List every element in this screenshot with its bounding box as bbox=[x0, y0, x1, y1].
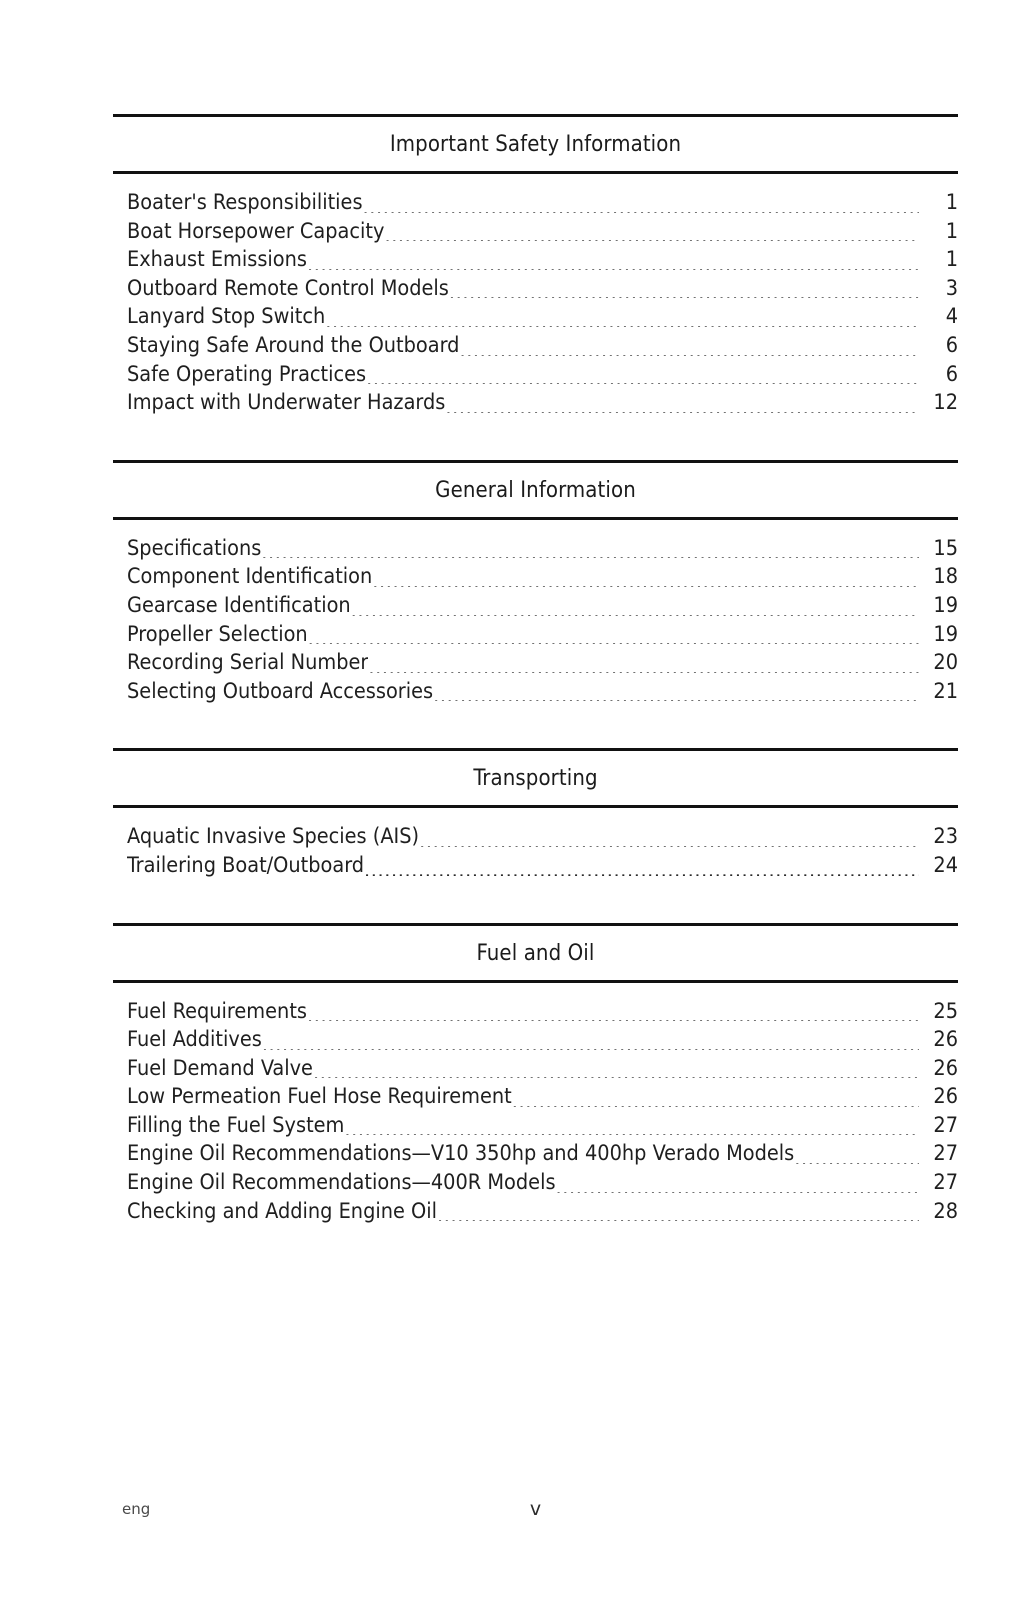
toc-entry[interactable] bbox=[113, 621, 958, 650]
toc-entry[interactable] bbox=[113, 1055, 958, 1084]
section-rule-top-inner bbox=[113, 923, 958, 926]
section-title: General Information bbox=[435, 477, 636, 503]
toc-entry-page-number: 1 bbox=[945, 218, 958, 244]
toc-entry-page-number: 27 bbox=[933, 1112, 958, 1138]
toc-entry-label: Recording Serial Number bbox=[127, 650, 369, 676]
toc-entry-page-number: 26 bbox=[933, 1027, 958, 1053]
toc-entry[interactable] bbox=[113, 535, 958, 564]
toc-entry-label: Gearcase Identification bbox=[127, 592, 351, 618]
section-title: Fuel and Oil bbox=[476, 940, 595, 966]
toc-entry-page-number: 3 bbox=[945, 275, 958, 301]
section-rule-bottom-inner bbox=[113, 171, 958, 174]
toc-entry-page-number: 1 bbox=[945, 247, 958, 273]
toc-section bbox=[113, 114, 958, 418]
toc-entry-label: Exhaust Emissions bbox=[127, 247, 307, 273]
toc-content bbox=[113, 114, 958, 1226]
toc-entry-page-number: 27 bbox=[933, 1141, 958, 1167]
toc-entry-page-number: 4 bbox=[945, 304, 958, 330]
toc-entry[interactable] bbox=[113, 563, 958, 592]
toc-leader-dots bbox=[372, 578, 919, 587]
toc-entry[interactable] bbox=[113, 389, 958, 418]
toc-entry-page-number: 20 bbox=[933, 650, 958, 676]
toc-entry-page-number: 19 bbox=[933, 592, 958, 618]
toc-entry[interactable] bbox=[113, 1198, 958, 1227]
toc-entry-list bbox=[113, 175, 958, 418]
toc-entry[interactable] bbox=[113, 1026, 958, 1055]
toc-leader-dots bbox=[366, 375, 919, 384]
toc-entry-page-number: 23 bbox=[933, 824, 958, 850]
toc-entry-page-number: 21 bbox=[933, 678, 958, 704]
section-rule-bottom-inner bbox=[113, 805, 958, 808]
toc-entry[interactable] bbox=[113, 1140, 958, 1169]
section-rule-bottom-inner bbox=[113, 517, 958, 520]
toc-entry[interactable] bbox=[113, 1169, 958, 1198]
toc-leader-dots bbox=[449, 289, 919, 298]
toc-leader-dots bbox=[344, 1126, 919, 1135]
toc-leader-dots bbox=[419, 838, 919, 847]
toc-entry[interactable] bbox=[113, 1112, 958, 1141]
toc-entry[interactable] bbox=[113, 303, 958, 332]
toc-entry[interactable] bbox=[113, 852, 958, 881]
toc-section bbox=[113, 923, 958, 1227]
toc-leader-dots bbox=[313, 1069, 919, 1078]
toc-entry-page-number: 18 bbox=[933, 564, 958, 590]
toc-leader-dots bbox=[794, 1155, 919, 1164]
toc-entry-page-number: 27 bbox=[933, 1170, 958, 1196]
toc-leader-dots bbox=[363, 204, 919, 213]
toc-leader-dots bbox=[445, 404, 919, 413]
toc-entry-page-number: 24 bbox=[933, 852, 958, 878]
toc-entry-label: Outboard Remote Control Models bbox=[127, 275, 449, 301]
toc-entry-label: Filling the Fuel System bbox=[127, 1112, 345, 1138]
toc-leader-dots bbox=[433, 692, 919, 701]
toc-leader-dots bbox=[307, 1012, 919, 1021]
toc-entry-list bbox=[113, 984, 958, 1227]
toc-entry[interactable] bbox=[113, 592, 958, 621]
toc-entry[interactable] bbox=[113, 275, 958, 304]
toc-entry-page-number: 26 bbox=[933, 1084, 958, 1110]
toc-entry-page-number: 1 bbox=[945, 190, 958, 215]
toc-entry-page-number: 12 bbox=[933, 390, 958, 416]
toc-entry-list bbox=[113, 521, 958, 707]
toc-entry-label: Safe Operating Practices bbox=[127, 361, 367, 387]
toc-entry-label: Specifications bbox=[127, 535, 262, 561]
toc-leader-dots bbox=[308, 635, 919, 644]
toc-entry[interactable] bbox=[113, 246, 958, 275]
toc-entry[interactable] bbox=[113, 678, 958, 707]
toc-leader-dots bbox=[368, 664, 919, 673]
toc-entry-page-number: 25 bbox=[933, 998, 958, 1024]
toc-leader-dots bbox=[556, 1184, 919, 1193]
toc-leader-dots bbox=[384, 232, 919, 241]
toc-entry-label: Boat Horsepower Capacity bbox=[127, 218, 385, 244]
toc-leader-dots bbox=[512, 1098, 919, 1107]
toc-entry-page-number: 28 bbox=[933, 1198, 958, 1224]
toc-leader-dots bbox=[307, 261, 919, 270]
toc-entry-page-number: 6 bbox=[945, 361, 958, 387]
toc-section bbox=[113, 460, 958, 707]
toc-entry[interactable] bbox=[113, 361, 958, 390]
toc-leader-dots bbox=[262, 1041, 919, 1050]
toc-entry[interactable] bbox=[113, 189, 958, 218]
toc-leader-dots bbox=[459, 347, 919, 356]
toc-entry-page-number: 15 bbox=[933, 535, 958, 561]
section-rule-top-inner bbox=[113, 748, 958, 751]
toc-entry-list bbox=[113, 809, 958, 880]
section-rule-top-inner bbox=[113, 460, 958, 463]
toc-leader-dots bbox=[261, 549, 919, 558]
toc-leader-dots bbox=[351, 607, 919, 616]
toc-entry[interactable] bbox=[113, 332, 958, 361]
toc-entry-label: Aquatic Invasive Species (AIS) bbox=[127, 824, 420, 850]
toc-entry-page-number: 26 bbox=[933, 1055, 958, 1081]
toc-entry-label: Trailering Boat/Outboard bbox=[127, 852, 365, 878]
toc-leader-dots bbox=[364, 866, 919, 875]
toc-entry[interactable] bbox=[113, 823, 958, 852]
page-footer bbox=[113, 1500, 958, 1522]
section-title: Transporting bbox=[473, 766, 598, 792]
toc-entry-page-number: 6 bbox=[945, 332, 958, 358]
toc-entry-label: Low Permeation Fuel Hose Requirement bbox=[127, 1084, 512, 1110]
toc-entry-label: Engine Oil Recommendations—V10 350hp and 400hp Verado Models bbox=[127, 1141, 795, 1167]
section-title: Important Safety Information bbox=[389, 132, 682, 157]
toc-entry[interactable] bbox=[113, 218, 958, 247]
toc-entry-label: Lanyard Stop Switch bbox=[127, 304, 326, 330]
toc-leader-dots bbox=[437, 1212, 919, 1221]
toc-entry[interactable] bbox=[113, 649, 958, 678]
toc-entry-label: Fuel Demand Valve bbox=[127, 1055, 313, 1081]
toc-leader-dots bbox=[325, 318, 919, 327]
footer-page-number: v bbox=[529, 1498, 542, 1520]
toc-entry-label: Fuel Requirements bbox=[127, 998, 307, 1024]
toc-entry-label: Propeller Selection bbox=[127, 621, 308, 647]
toc-entry-label: Engine Oil Recommendations—400R Models bbox=[127, 1170, 556, 1196]
toc-entry-label: Fuel Additives bbox=[127, 1027, 262, 1053]
toc-entry-label: Component Identification bbox=[127, 564, 373, 590]
toc-entry-page-number: 19 bbox=[933, 621, 958, 647]
toc-entry[interactable] bbox=[113, 998, 958, 1027]
toc-entry-label: Boater's Responsibilities bbox=[127, 190, 363, 215]
section-rule-bottom-inner bbox=[113, 980, 958, 983]
toc-entry[interactable] bbox=[113, 1083, 958, 1112]
toc-entry-label: Impact with Underwater Hazards bbox=[127, 390, 446, 416]
section-rule-top-inner bbox=[113, 114, 958, 117]
toc-entry-label: Staying Safe Around the Outboard bbox=[127, 332, 460, 358]
toc-entry-label: Checking and Adding Engine Oil bbox=[127, 1198, 438, 1224]
toc-section bbox=[113, 748, 958, 880]
footer-language-code: eng bbox=[122, 1500, 151, 1518]
toc-entry-label: Selecting Outboard Accessories bbox=[127, 678, 434, 704]
